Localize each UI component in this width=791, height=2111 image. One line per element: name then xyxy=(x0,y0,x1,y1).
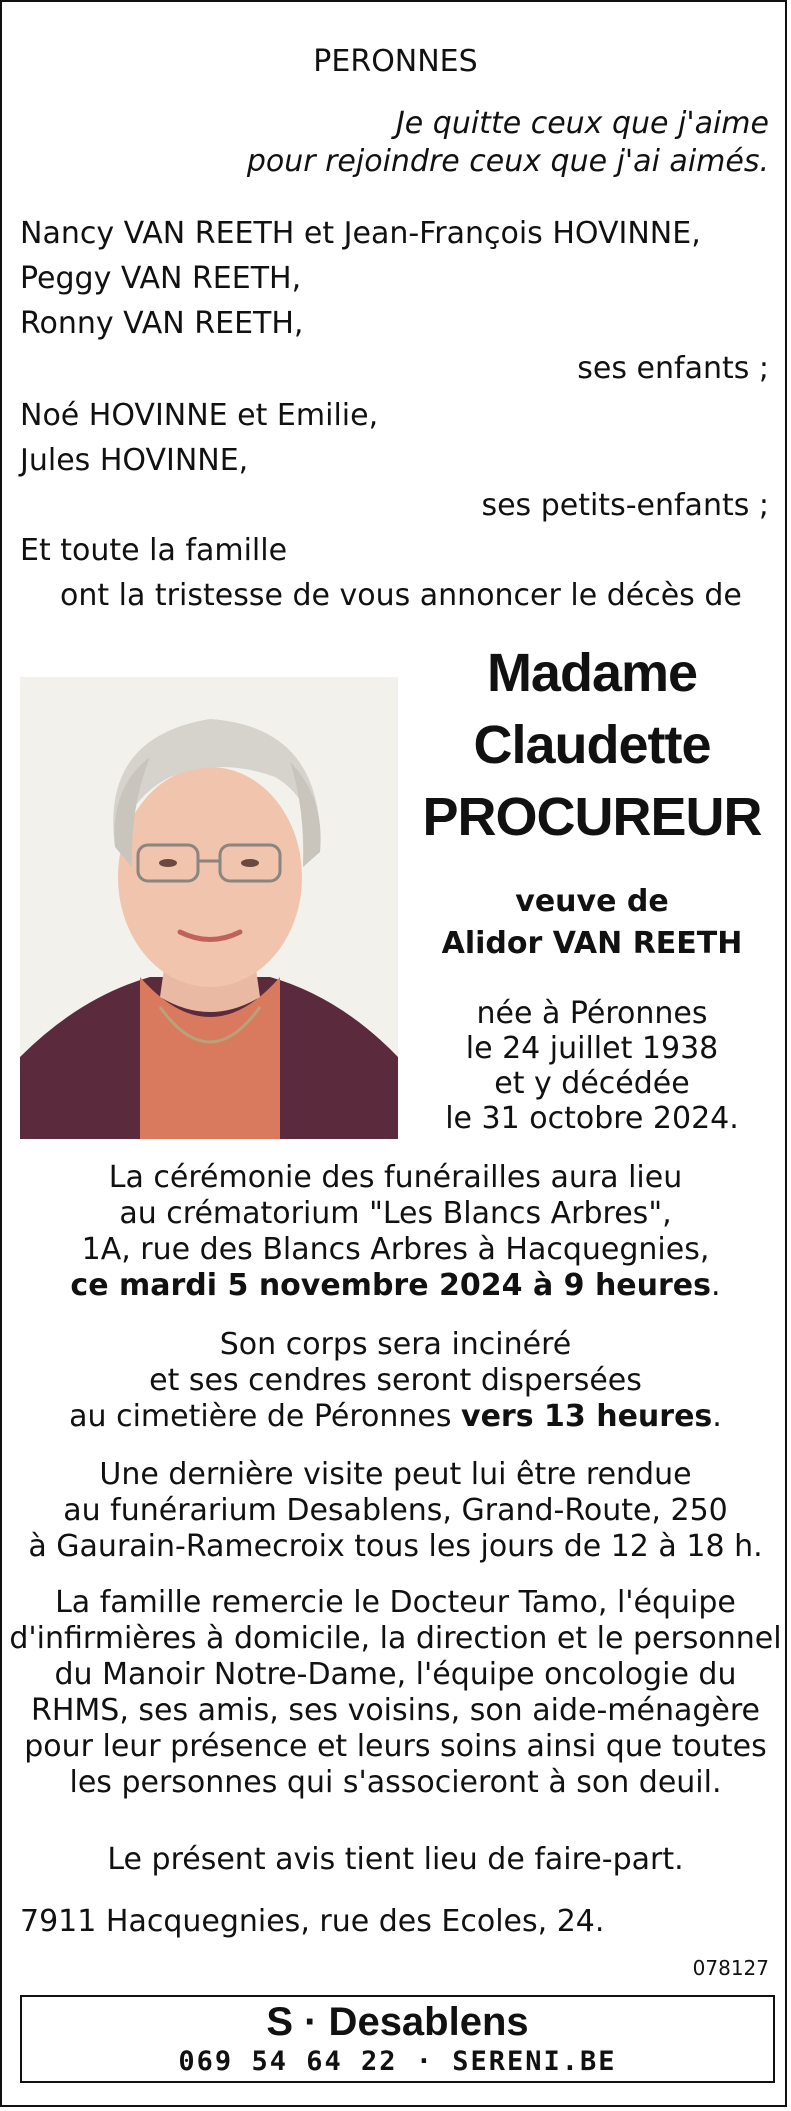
family-children-2: Peggy VAN REETH, xyxy=(20,261,302,296)
children-label: ses enfants ; xyxy=(577,351,769,386)
ceremony-datetime: ce mardi 5 novembre 2024 à 9 heures xyxy=(70,1268,712,1303)
deceased-first-name: Claudette xyxy=(473,715,711,775)
all-family: Et toute la famille xyxy=(20,533,288,568)
cremation-time: vers 13 heures xyxy=(461,1399,713,1434)
visit-block xyxy=(2,1457,789,1565)
family-children-1: Nancy VAN REETH et Jean-François HOVINNE, xyxy=(20,216,701,251)
portrait-photo xyxy=(20,677,398,1139)
funeral-home-logo: S · Desablens xyxy=(266,2000,529,2044)
announcement: ont la tristesse de vous annoncer le décès de xyxy=(60,578,742,613)
thanks-line-1: La famille remercie le Docteur Tamo, l'équipe xyxy=(55,1585,736,1620)
ceremony-line-2: au crématorium "Les Blancs Arbres", xyxy=(119,1196,672,1231)
cremation-line-2: et ses cendres seront dispersées xyxy=(149,1363,642,1398)
funeral-home-contact: 069 54 64 22 · SERENI.BE xyxy=(178,2046,617,2077)
deceased-title: Madame xyxy=(486,643,698,703)
family-grandchildren-2: Jules HOVINNE, xyxy=(20,443,249,478)
birth-place: née à Péronnes xyxy=(476,996,708,1031)
family-grandchildren-1: Noé HOVINNE et Emilie, xyxy=(20,398,379,433)
thanks-block xyxy=(2,1585,789,1801)
deceased-last-name: PROCUREUR xyxy=(422,787,762,847)
ceremony-line-3: 1A, rue des Blancs Arbres à Hacquegnies, xyxy=(81,1232,710,1267)
widow-of-label: veuve de xyxy=(515,884,669,919)
visit-line-1: Une dernière visite peut lui être rendue xyxy=(99,1457,692,1492)
cremation-line-3 xyxy=(2,1399,789,1435)
visit-line-2: au funérarium Desablens, Grand-Route, 250 xyxy=(63,1493,728,1528)
notice-text: Le présent avis tient lieu de faire-part. xyxy=(107,1842,684,1877)
visit-line-3: à Gaurain-Ramecroix tous les jours de 12 à 18 h. xyxy=(28,1529,763,1564)
quote-line-2: pour rejoindre ceux que j'ai aimés. xyxy=(246,144,769,179)
portrait-illustration xyxy=(20,677,398,1139)
death-date: le 31 octobre 2024. xyxy=(445,1101,739,1136)
grandchildren-label: ses petits-enfants ; xyxy=(481,488,769,523)
ceremony-line-4 xyxy=(2,1268,789,1304)
death-place: et y décédée xyxy=(494,1066,690,1101)
thanks-line-3: du Manoir Notre-Dame, l'équipe oncologie du xyxy=(54,1657,737,1692)
funeral-home-footer xyxy=(20,1995,775,2083)
ceremony-period: . xyxy=(711,1268,721,1303)
cremation-period: . xyxy=(712,1399,722,1434)
town-heading: PERONNES xyxy=(313,44,478,79)
family-address: 7911 Hacquegnies, rue des Ecoles, 24. xyxy=(20,1904,605,1939)
thanks-line-4: RHMS, ses amis, ses voisins, son aide-ménagère xyxy=(31,1693,760,1728)
thanks-line-5: pour leur présence et leurs soins ainsi que toutes xyxy=(24,1729,767,1764)
thanks-line-6: les personnes qui s'associeront à son deuil. xyxy=(69,1765,722,1800)
quote-line-1: Je quitte ceux que j'aime xyxy=(395,106,769,141)
thanks-line-2: d'infirmières à domicile, la direction et le personnel xyxy=(9,1621,782,1656)
cremation-block xyxy=(2,1327,789,1435)
reference-number: 078127 xyxy=(692,1956,769,1980)
ceremony-line-1: La cérémonie des funérailles aura lieu xyxy=(108,1160,683,1195)
cremation-place: au cimetière de Péronnes xyxy=(69,1399,462,1434)
cremation-line-1: Son corps sera incinéré xyxy=(219,1327,572,1362)
ceremony-block xyxy=(2,1160,789,1304)
family-children-3: Ronny VAN REETH, xyxy=(20,306,304,341)
birth-date: le 24 juillet 1938 xyxy=(465,1031,719,1066)
widow-of-name: Alidor VAN REETH xyxy=(441,926,743,961)
